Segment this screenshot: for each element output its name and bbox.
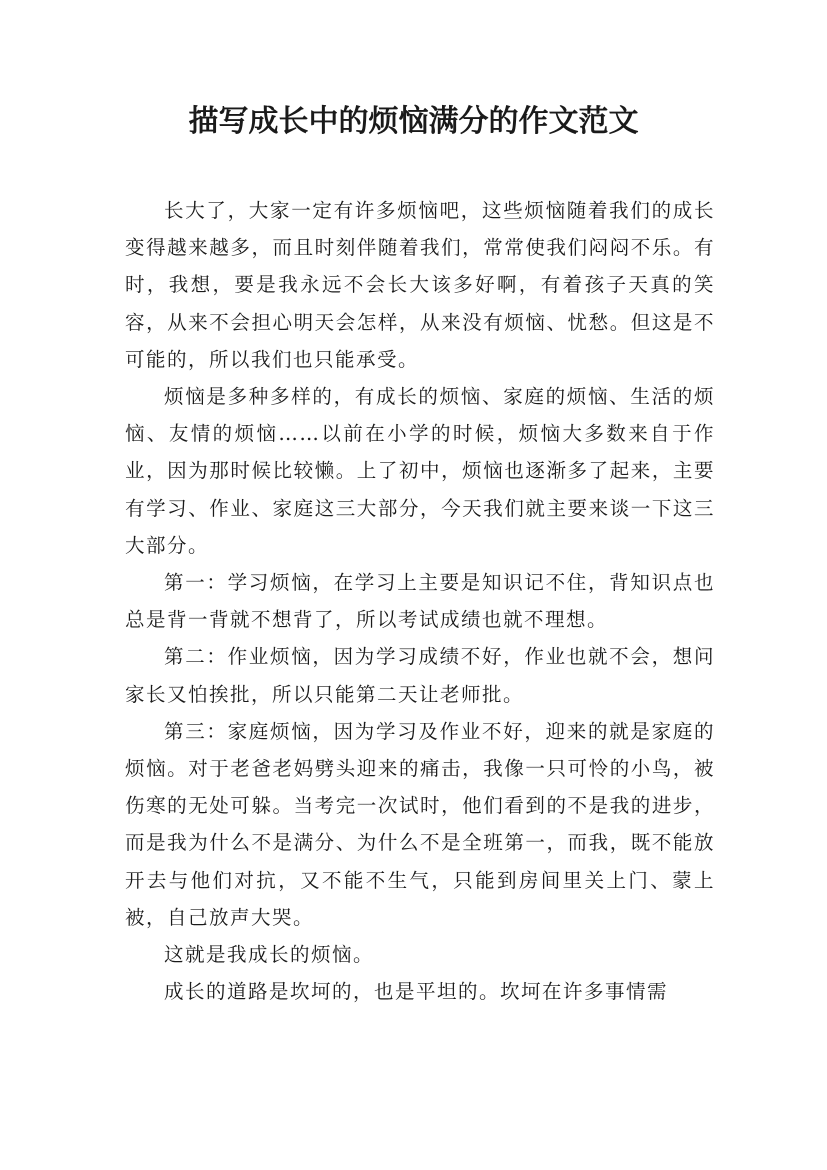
paragraph-3: 第一：学习烦恼，在学习上主要是知识记不住，背知识点也总是背一背就不想背了，所以考试成绩也就不理想。 bbox=[125, 571, 715, 632]
paragraph-5: 第三：家庭烦恼，因为学习及作业不好，迎来的就是家庭的烦恼。对于老爸老妈劈头迎来的痛击，我像一只可怜的小鸟，被伤寒的无处可躲。当考完一次试时，他们看到的不是我的进步，而是我为什么不是满分、为什么不是全班第一，而我，既不能放开去与他们对抗，又不能不生气，只能到房间里关上门、蒙上被，自己放声大哭。 bbox=[125, 719, 715, 929]
paragraph-4: 第二：作业烦恼，因为学习成绩不好，作业也就不会，想问家长又怕挨批，所以只能第二天让老师批。 bbox=[125, 645, 715, 706]
document-body bbox=[125, 192, 715, 1010]
paragraph-1: 长大了，大家一定有许多烦恼吧，这些烦恼随着我们的成长变得越来越多，而且时刻伴随着我们，常常使我们闷闷不乐。有时，我想，要是我永远不会长大该多好啊，有着孩子天真的笑容，从来不会担心明天会怎样，从来没有烦恼、忧愁。但这是不可能的，所以我们也只能承受。 bbox=[125, 199, 715, 371]
paragraph-7: 成长的道路是坎坷的，也是平坦的。坎坷在许多事情需 bbox=[164, 980, 669, 1004]
paragraph-6: 这就是我成长的烦恼。 bbox=[164, 943, 375, 967]
document-title: 描写成长中的烦恼满分的作文范文 bbox=[188, 104, 639, 139]
paragraph-2: 烦恼是多种多样的，有成长的烦恼、家庭的烦恼、生活的烦恼、友情的烦恼……以前在小学的时候，烦恼大多数来自于作业，因为那时候比较懒。上了初中，烦恼也逐渐多了起来，主要有学习、作业、家庭这三大部分，今天我们就主要来谈一下这三大部分。 bbox=[125, 385, 715, 557]
